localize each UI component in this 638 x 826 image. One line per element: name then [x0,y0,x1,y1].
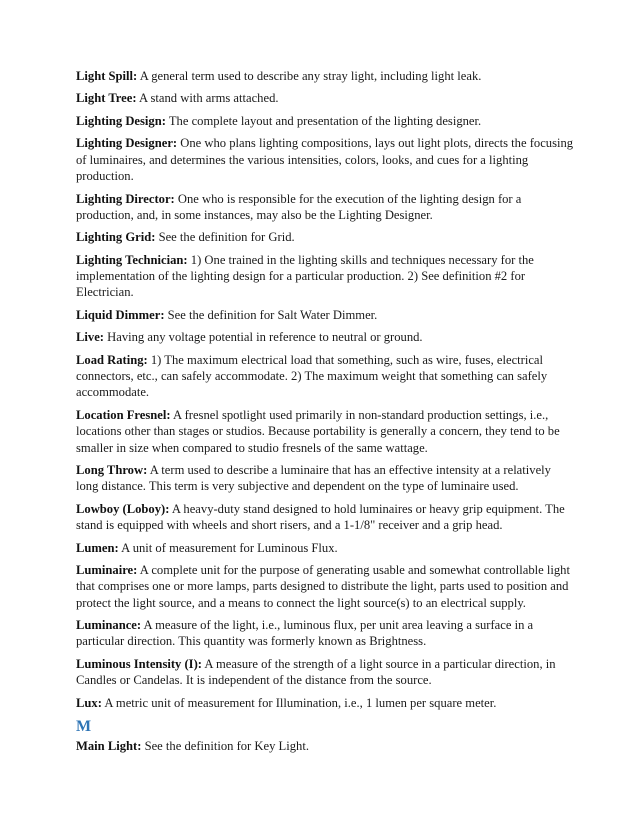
glossary-term: Load Rating: [76,352,148,367]
glossary-entry [76,695,576,711]
glossary-definition: 1) The maximum electrical load that something, such as wire, fuses, electrical connectors, etc., can safely accommodate. 2) The maximum weight that something can safely accommodate. [76,352,548,400]
glossary-term: Live: [76,330,104,345]
glossary-definition: 1) One trained in the lighting skills and techniques necessary for the implementation of the lighting design for a particular production. 2) See definition #2 for Electrician. [76,252,534,300]
glossary-entry [76,562,576,611]
glossary-term: Lighting Director: [76,191,175,206]
glossary-list-m [76,738,576,754]
glossary-definition: A unit of measurement for Luminous Flux. [118,540,338,555]
glossary-term: Luminance: [76,618,142,633]
glossary-definition: The complete layout and presentation of the lighting designer. [165,113,482,128]
glossary-term: Lighting Designer: [76,136,178,151]
glossary-definition: A heavy-duty stand designed to hold luminaires or heavy grip equipment. The stand is equipped with wheels and short risers, and a 1-1/8" receiver and a grip head. [76,501,565,533]
glossary-definition: A measure of the strength of a light source in a particular direction, in Candles or Candelas. It is independent of the distance from the source. [76,656,556,688]
glossary-definition: One who plans lighting compositions, lays out light plots, directs the focusing of luminaires, and determines the various intensities, colors, looks, and cues for a lighting production. [76,136,574,184]
glossary-term: Lowboy (Loboy): [76,501,170,516]
glossary-entry [76,462,576,495]
glossary-entry [76,407,576,456]
glossary-definition: A stand with arms attached. [136,91,279,106]
glossary-term: Light Tree: [76,91,137,106]
glossary-entry [76,191,576,224]
glossary-entry [76,90,576,106]
glossary-definition: One who is responsible for the execution of the lighting design for a production, and, in some instances, may also be the Lighting Designer. [76,191,522,222]
glossary-entry [76,540,576,556]
glossary-entry [76,68,576,84]
glossary-term: Lighting Technician: [76,252,188,267]
glossary-list-l [76,68,576,711]
glossary-entry [76,307,576,323]
glossary-term: Luminous Intensity (I): [76,656,202,671]
glossary-term: Light Spill: [76,69,138,83]
glossary-page [76,68,576,761]
glossary-entry [76,113,576,129]
glossary-definition: A complete unit for the purpose of generating usable and somewhat controllable light that comprises one or more lamps, parts designed to distribute the light, parts used to position and protect the light source, and a means to connect the light source(s) to an electrical supply. [76,563,570,610]
glossary-term: Lux: [76,695,102,710]
glossary-definition: A measure of the light, i.e., luminous flux, per unit area leaving a surface in a particular direction. This quantity was formerly known as Brightness. [76,618,534,649]
glossary-definition: A term used to describe a luminaire that has an effective intensity at a relatively long distance. This term is very subjective and dependent on the type of luminaire used. [76,463,551,494]
glossary-definition: See the definition for Salt Water Dimmer. [164,307,378,322]
glossary-term: Main Light: [76,739,142,754]
glossary-term: Lumen: [76,540,119,555]
glossary-definition: A fresnel spotlight used primarily in non-standard production settings, i.e., locations other than stages or studios. Because portability is generally a concern, they tend to be smaller in size when compared to studio fresnels of the same wattage. [76,407,560,455]
glossary-entry [76,617,576,650]
glossary-term: Liquid Dimmer: [76,307,165,322]
section-letter-heading: M [76,718,92,736]
glossary-entry [76,135,576,184]
glossary-entry [76,501,576,534]
glossary-term: Lighting Grid: [76,230,156,245]
glossary-entry [76,329,576,345]
glossary-entry [76,656,576,689]
glossary-definition: A general term used to describe any stray light, including light leak. [137,69,482,83]
glossary-entry [76,229,576,245]
glossary-entry [76,738,576,754]
glossary-term: Lighting Design: [76,113,166,128]
glossary-definition: See the definition for Grid. [155,230,295,245]
glossary-definition: See the definition for Key Light. [141,739,309,754]
glossary-term: Luminaire: [76,563,138,578]
glossary-entry [76,352,576,401]
glossary-term: Location Fresnel: [76,407,171,422]
glossary-term: Long Throw: [76,463,148,477]
glossary-definition: A metric unit of measurement for Illumination, i.e., 1 lumen per square meter. [101,695,497,710]
glossary-entry [76,252,576,301]
glossary-definition: Having any voltage potential in reference to neutral or ground. [103,330,423,345]
